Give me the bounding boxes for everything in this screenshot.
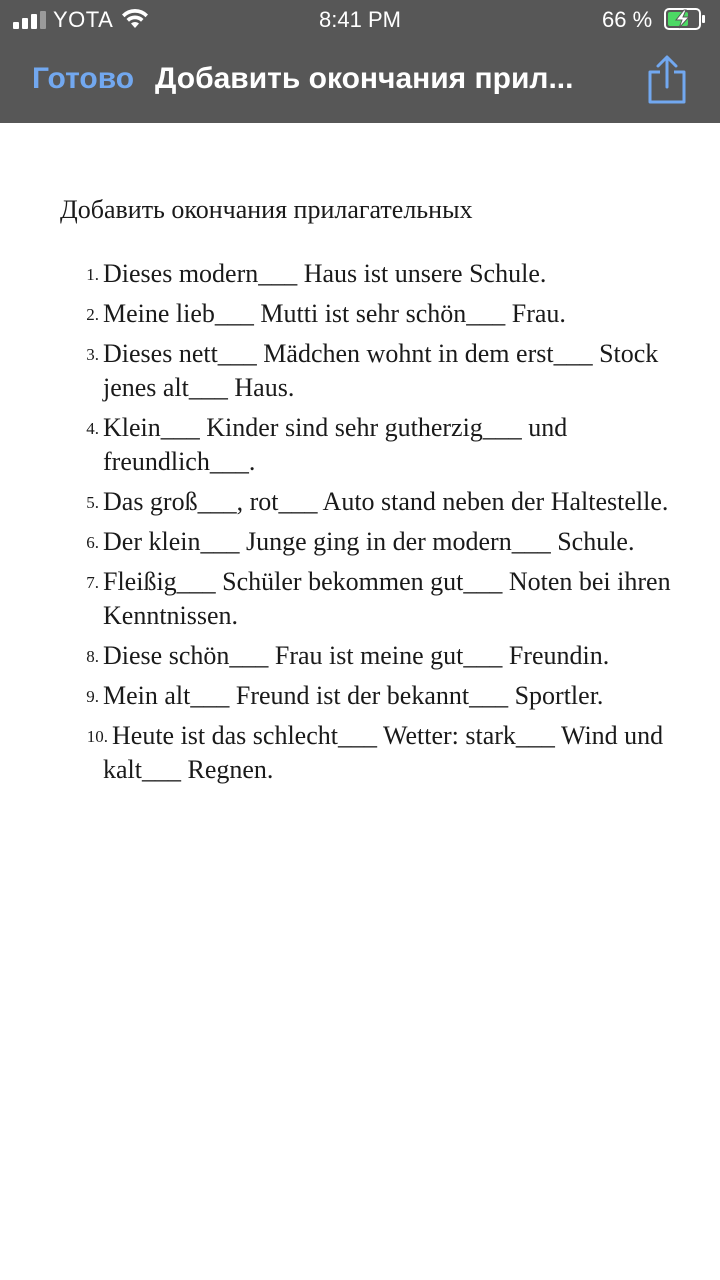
list-item [0, 485, 720, 519]
list-item [0, 639, 720, 673]
list-item [0, 297, 720, 331]
list-item [0, 411, 720, 479]
share-icon[interactable] [646, 54, 688, 106]
list-item [0, 719, 720, 787]
item-text: Heute ist das schlecht___ Wetter: stark___ Wind und kalt___ Regnen. [103, 721, 664, 784]
item-text: Fleißig___ Schüler bekommen gut___ Noten bei ihren Kenntnissen. [103, 567, 671, 630]
exercise-list [0, 257, 720, 793]
item-text: Dieses nett___ Mädchen wohnt in dem erst___ Stock jenes alt___ Haus. [103, 339, 659, 402]
item-number: 3. [86, 345, 99, 364]
list-item [0, 679, 720, 713]
item-text: Dieses modern___ Haus ist unsere Schule. [103, 259, 547, 288]
item-number: 7. [86, 573, 99, 592]
page-title: Добавить окончания прил... [155, 62, 574, 95]
item-number: 9. [86, 687, 99, 706]
item-number: 2. [86, 305, 99, 324]
clock: 8:41 PM [319, 7, 401, 32]
document-view[interactable] [0, 123, 720, 1280]
top-bar [0, 0, 720, 123]
item-number: 1. [86, 265, 99, 284]
item-text: Diese schön___ Frau ist meine gut___ Freundin. [103, 641, 610, 670]
item-text: Mein alt___ Freund ist der bekannt___ Sportler. [103, 681, 604, 710]
list-item [0, 565, 720, 633]
item-number: 8. [86, 647, 99, 666]
item-text: Der klein___ Junge ging in der modern___ Schule. [103, 527, 635, 556]
item-number: 5. [86, 493, 99, 512]
done-button[interactable]: Готово [32, 62, 135, 95]
list-item [0, 525, 720, 559]
item-text: Meine lieb___ Mutti ist sehr schön___ Frau. [103, 299, 566, 328]
status-bar [0, 0, 720, 40]
navigation-bar [0, 40, 720, 123]
item-number: 4. [86, 419, 99, 438]
list-item [0, 257, 720, 291]
battery-percent: 66 % [602, 7, 653, 32]
carrier-name: YOTA [53, 7, 114, 32]
item-number: 10. [86, 727, 108, 746]
item-text: Das groß___, rot___ Auto stand neben der Haltestelle. [103, 487, 669, 516]
item-text: Klein___ Kinder sind sehr gutherzig___ und freundlich___. [103, 413, 568, 476]
battery-charging-icon [664, 8, 706, 30]
document-title: Добавить окончания прилагательных [60, 195, 473, 224]
item-number: 6. [86, 533, 99, 552]
list-item [0, 337, 720, 405]
